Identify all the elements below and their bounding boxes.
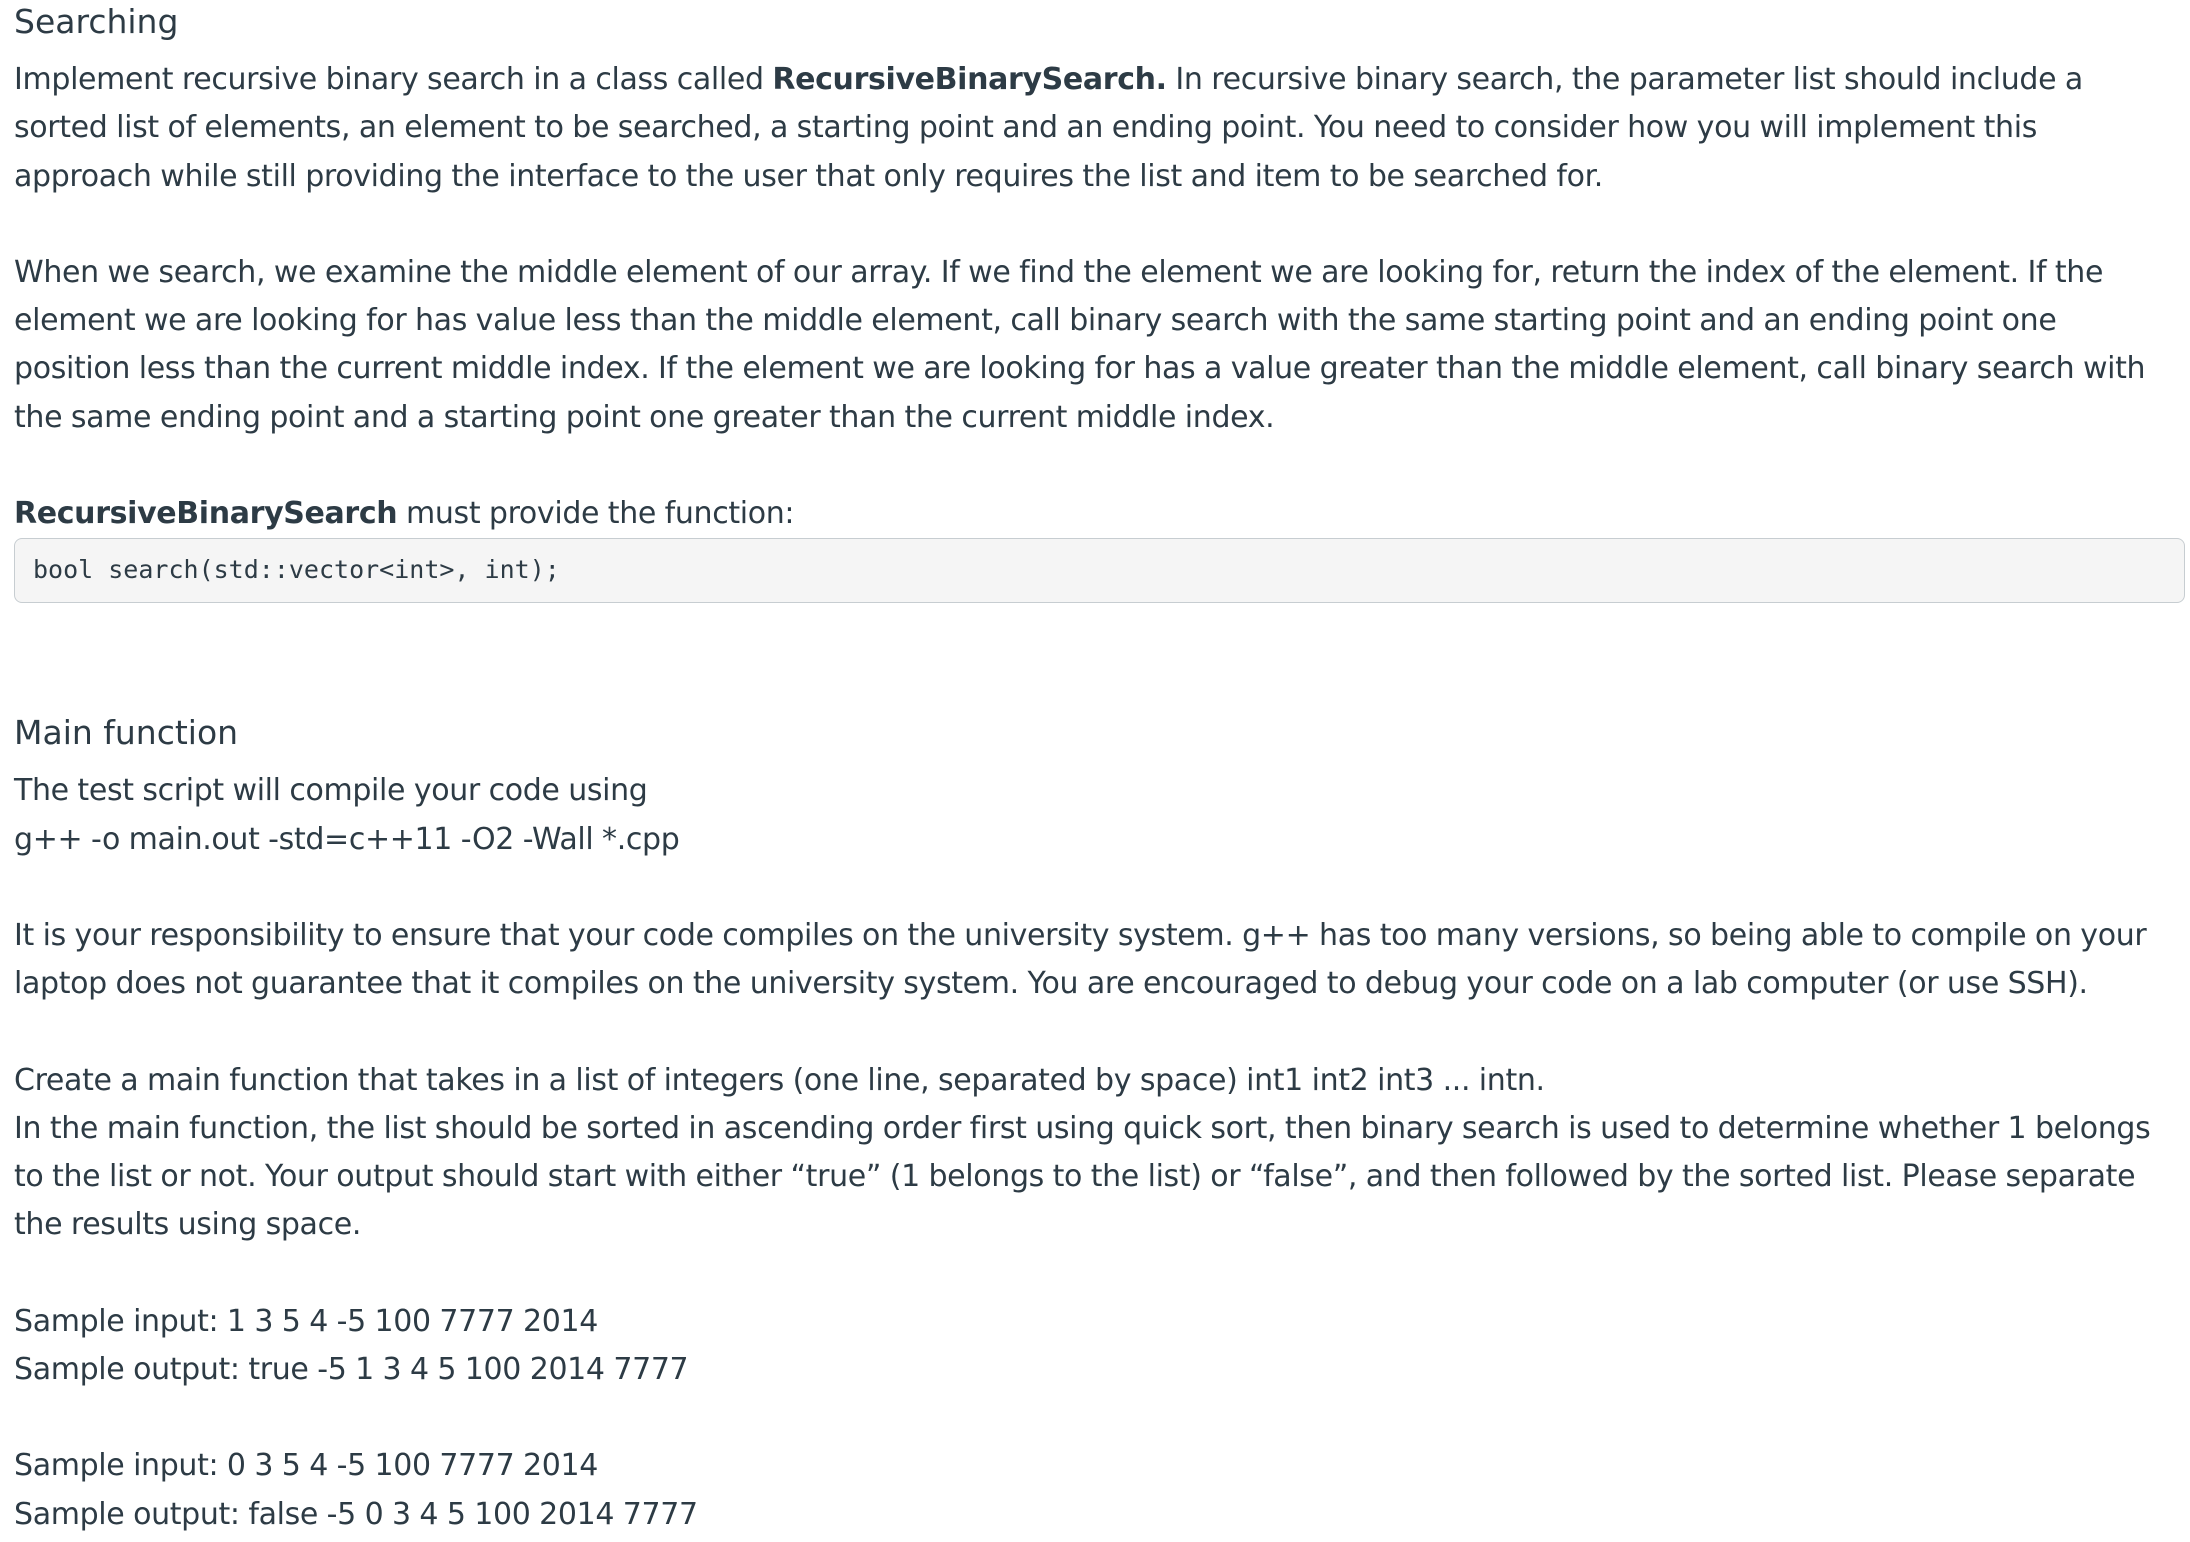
sample-input-2: Sample input: 0 3 5 4 -5 100 7777 2014 [14,1448,599,1484]
spacer [14,442,2166,490]
sample-output-1: Sample output: true -5 1 3 4 5 100 2014 7777 [14,1352,689,1388]
spacer [14,201,2166,249]
compile-command-line: g++ -o main.out -std=c++11 -O2 -Wall *.cpp [14,821,680,857]
class-name-bold: RecursiveBinarySearch [14,496,398,532]
spacer [14,864,2166,912]
spacer [14,755,2166,767]
sample-input-1: Sample input: 1 3 5 4 -5 100 7777 2014 [14,1303,599,1339]
algorithm-paragraph: When we search, we examine the middle element of our array. If we find the element we are looking for, return the index of the element. If the element we are looking for has value less than the middle element, call binary search with the same starting point and an ending point one position less than the current middle index. If the element we are looking for has a value greater than the middle element, call binary search with the same ending point and a starting point one greater than the current middle index. [14,254,2146,435]
intro-paragraph [14,56,2166,201]
function-signature-code-block: bool search(std::vector<int>, int); [14,538,2185,603]
class-name-bold: RecursiveBinarySearch. [772,62,1167,97]
responsibility-paragraph: It is your responsibility to ensure that your code compiles on the university system. g++ has too many versions, so being able to compile on your laptop does not guarantee that it compiles on the university system. You are encouraged to debug your code on a lab computer (or use SSH). [14,917,2147,1002]
spacer [14,1250,2166,1298]
must-provide-line [14,490,2166,538]
intro-text-end: In recursive binary search, the parameter list should include a sorted list of elements, an element to be searched, a starting point and an ending point. You need to consider how you will implement this approach while still providing the interface to the user that only requires the list and item to be searched for. [14,62,2083,194]
spacer [14,44,2166,56]
compile-intro-line: The test script will compile your code using [14,773,648,809]
intro-text-start: Implement recursive binary search in a class called [14,62,773,97]
spacer [14,1394,2166,1442]
searching-heading: Searching [14,2,179,41]
create-main-line: Create a main function that takes in a list of integers (one line, separated by space) int1 int2 int3 ... intn. [14,1062,1545,1098]
spacer [14,1009,2166,1057]
spacer [14,603,2166,711]
sample-output-2: Sample output: false -5 0 3 4 5 100 2014 7777 [14,1496,698,1532]
sort-search-paragraph: In the main function, the list should be sorted in ascending order first using quick sort, then binary search is used to determine whether 1 belongs to the list or not. Your output should start with either “true” (1 belongs to the list) or “false”, and then followed by the sorted list. Please separate the results using space. [14,1110,2151,1243]
must-provide-text: must provide the function: [397,496,795,532]
main-function-heading: Main function [14,713,239,753]
